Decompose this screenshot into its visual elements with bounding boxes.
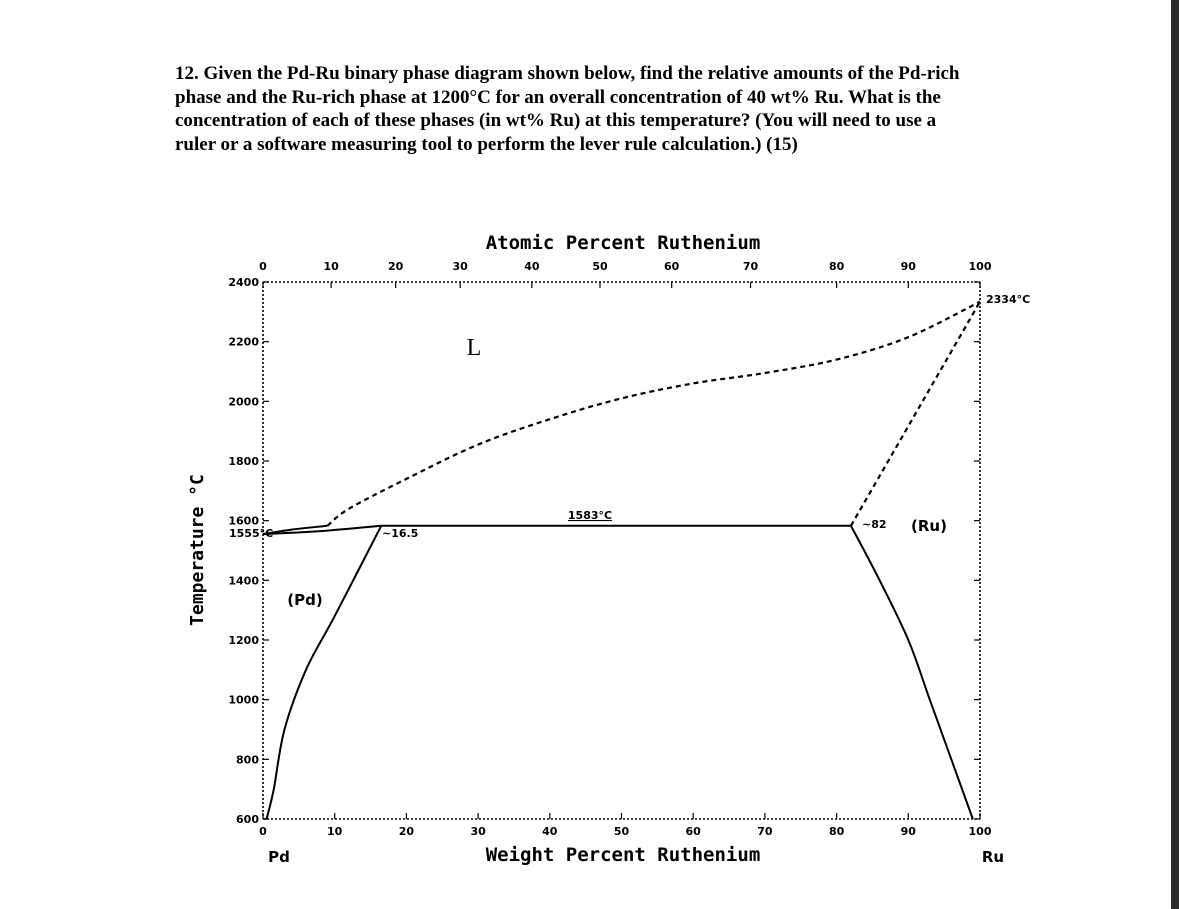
top-tick-label: 20	[387, 260, 404, 273]
pd-melting-label: 1555°C	[229, 527, 274, 540]
top-tick-label: 70	[742, 260, 759, 273]
peritectic-temp-label: 1583°C	[567, 509, 613, 522]
question-line-4: ruler or a software measuring tool to perform the lever rule calculation.) (15)	[175, 133, 798, 155]
pd-solvus-curve	[267, 526, 382, 819]
phase-boundaries	[263, 302, 980, 819]
ru-element-label: Ru	[981, 848, 1005, 866]
plot-frame	[263, 282, 980, 819]
bottom-tick-label: 70	[757, 825, 773, 838]
top-tick-label: 50	[592, 260, 608, 273]
ru-side-composition-label: ~82	[862, 518, 887, 531]
y-tick-label: 2200	[228, 335, 259, 349]
y-tick-label: 2400	[228, 276, 259, 289]
window-edge	[1171, 0, 1179, 909]
bottom-tick-label: 30	[470, 825, 486, 838]
bottom-tick-label: 60	[685, 825, 701, 838]
y-tick-label: 1600	[228, 514, 259, 528]
axis-labels	[228, 260, 991, 838]
y-tick-label: 800	[236, 753, 259, 767]
top-tick-label: 90	[900, 260, 916, 273]
bottom-tick-label: 10	[327, 825, 343, 838]
bottom-tick-label: 20	[398, 825, 415, 838]
y-tick-label: 1000	[228, 693, 259, 707]
question-line-1: 12. Given the Pd-Ru binary phase diagram shown below, find the relative amounts of the Pd-rich	[175, 63, 960, 84]
pd-element-label: Pd	[268, 848, 290, 866]
y-tick-label: 1800	[228, 455, 259, 468]
y-tick-label: 600	[236, 813, 259, 826]
top-tick-label: 80	[828, 260, 845, 273]
top-axis-title: Atomic Percent Ruthenium	[485, 232, 761, 254]
pd-phase-label: (Pd)	[287, 591, 323, 609]
y-tick-label: 1200	[228, 634, 259, 647]
pd-side-composition-label: ~16.5	[382, 527, 419, 540]
question-line-3: concentration of each of these phases (in wt% Ru) at this temperature? (You will need to use a	[175, 110, 937, 131]
bottom-tick-label: 90	[900, 825, 916, 838]
bottom-tick-label: 0	[259, 825, 267, 838]
bottom-tick-label: 40	[542, 825, 558, 838]
top-tick-label: 40	[524, 260, 540, 273]
bottom-tick-label: 100	[968, 825, 992, 838]
top-tick-label: 100	[968, 260, 992, 273]
ru-solvus-curve	[851, 526, 973, 819]
liquidus-curve	[328, 302, 981, 526]
liquid-region-label: L	[466, 335, 482, 361]
ru-phase-label: (Ru)	[911, 517, 947, 535]
top-tick-label: 0	[259, 260, 267, 273]
y-tick-label: 2000	[228, 395, 259, 409]
y-tick-label: 1400	[228, 574, 259, 588]
top-tick-label: 60	[664, 260, 680, 273]
question-line-2: phase and the Ru-rich phase at 1200°C for an overall concentration of 40 wt% Ru. What is the	[175, 86, 941, 108]
top-tick-label: 10	[323, 260, 339, 273]
bottom-tick-label: 50	[613, 825, 630, 838]
axis-ticks	[263, 282, 980, 819]
ru-melting-label: 2334°C	[986, 293, 1031, 306]
y-axis-title: Temperature °C	[187, 474, 208, 626]
top-tick-label: 30	[452, 260, 468, 273]
bottom-axis-title: Weight Percent Ruthenium	[485, 844, 761, 866]
bottom-tick-label: 80	[828, 825, 845, 838]
